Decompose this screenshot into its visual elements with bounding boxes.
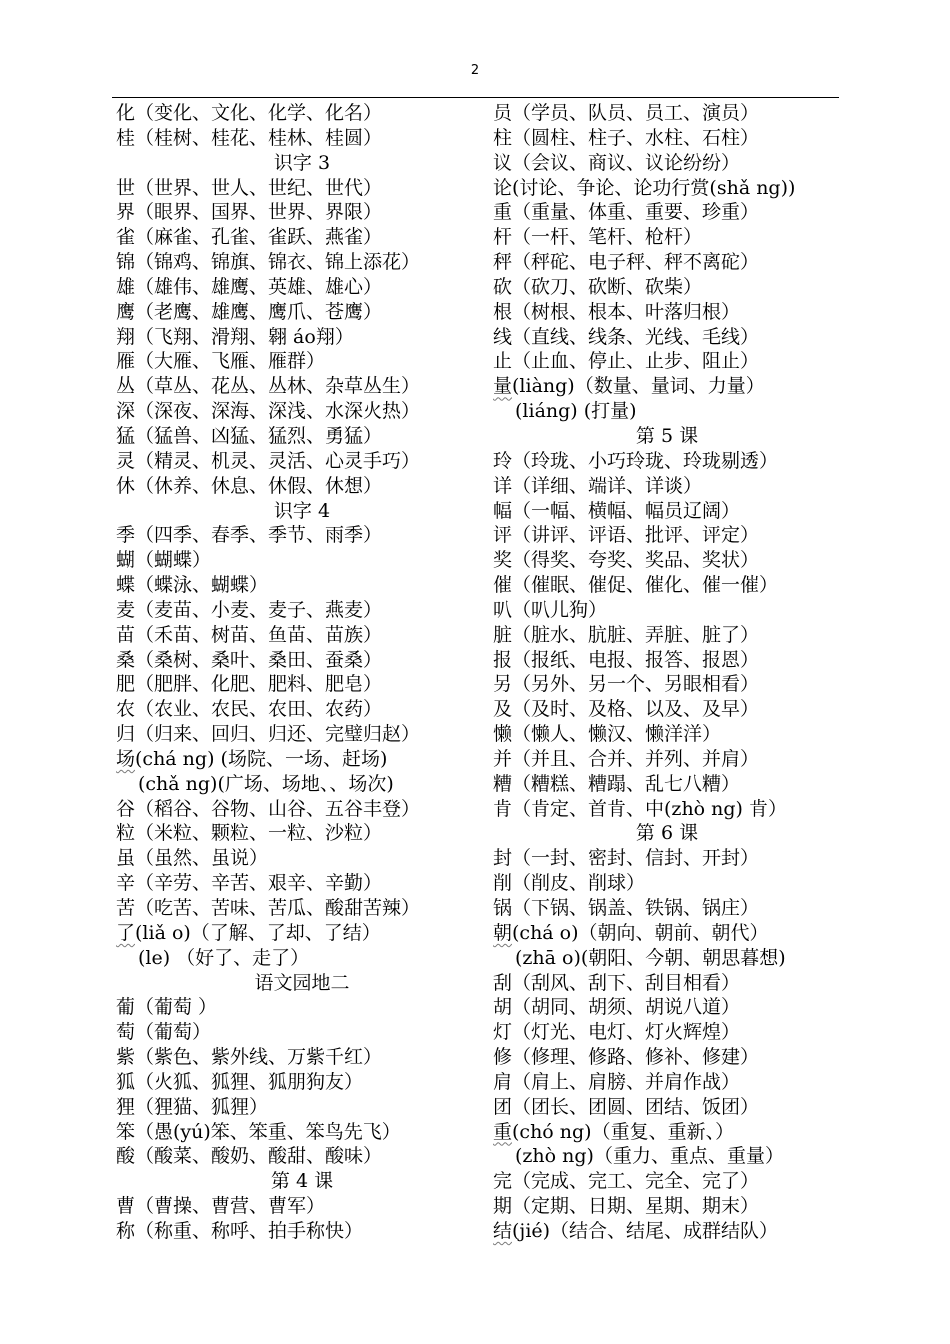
entry-character: 化 [116,102,136,124]
entry-words: （直线、线条、光线、毛线） [512,325,760,348]
entry-character: 叭 [493,598,513,621]
vocab-entry [493,349,841,374]
entry-character: 锦 [116,251,136,274]
entry-character: 结 [493,1219,513,1242]
vocab-entry [493,1219,841,1244]
entry-words: （世界、世人、世纪、世代） [135,176,383,199]
entry-character: 完 [493,1170,513,1193]
left-column [116,101,488,1244]
vocab-entry [493,871,841,896]
entry-words: （麻雀、孔雀、雀跃、燕雀） [135,226,383,249]
vocab-entry [493,1194,841,1219]
entry-character: 肯 [493,797,513,820]
entry-character: 秤 [493,251,513,274]
pronunciation-line: (liáng) (打量) [515,400,637,423]
entry-words: （吃苦、苦味、苦瓜、酸甜苦辣） [135,897,421,919]
entry-character: 及 [493,698,513,721]
entry-words: （蝴蝶） [135,549,212,572]
vocab-entry [493,573,841,598]
entry-words: （削皮、削球） [512,872,646,895]
entry-words: （狸猫、狐狸） [135,1095,269,1118]
entry-words: （会议、商议、议论纷纷） [512,151,741,174]
vocab-entry [116,225,488,250]
vocab-entry [116,821,488,846]
vocab-entry [493,200,841,225]
entry-words: （葡萄） [135,1021,212,1044]
entry-character: 苦 [116,897,136,919]
vocab-entry [116,896,488,921]
entry-character: 萄 [116,1021,136,1044]
entry-character: 狸 [116,1095,136,1118]
vocab-entry [116,672,488,697]
vocab-entry [116,126,488,151]
entry-character: 奖 [493,549,513,572]
entry-words: （辛劳、辛苦、艰辛、辛勤） [135,872,383,895]
entry-words: (jié)（结合、结尾、成群结队） [512,1219,779,1242]
entry-character: 笨 [116,1120,136,1143]
entry-character: 曹 [116,1195,136,1218]
entry-words: （树根、根本、叶落归根） [512,300,741,323]
entry-words: （称重、称呼、拍手称快） [135,1219,364,1242]
entry-words: (liàng)（数量、量词、力量） [512,375,765,398]
entry-character: 肩 [493,1070,513,1093]
entry-character: 归 [116,723,136,746]
vocab-entry [493,1120,841,1145]
entry-words: （一封、密封、信封、开封） [512,847,760,870]
vocab-entry [116,921,488,946]
vocab-entry [116,697,488,722]
vocab-entry [116,1219,488,1244]
vocab-entry [493,672,841,697]
entry-words: （及时、及格、以及、及早） [512,698,760,721]
section-heading: 识字 3 [273,151,331,174]
entry-character: 了 [116,921,136,944]
entry-words: （四季、春季、季节、雨季） [135,524,383,547]
entry-words: （圆柱、柱子、水柱、石柱） [512,126,760,149]
vocab-entry [116,1144,488,1169]
entry-character: 肥 [116,673,136,696]
page-number: 2 [470,63,480,78]
entry-words: (chó ng)（重复、重新、） [512,1120,735,1143]
vocab-entry [493,747,841,772]
vocab-entry [493,275,841,300]
vocab-entry [116,325,488,350]
section-heading: 第 4 课 [270,1170,334,1193]
entry-character: 懒 [493,723,513,746]
entry-words: （定期、日期、星期、期末） [512,1195,760,1218]
entry-words: （桑树、桑叶、桑田、蚕桑） [135,648,383,671]
entry-character: 议 [493,151,513,174]
vocab-entry [116,573,488,598]
vocab-entry [493,1169,841,1194]
entry-words: (讨论、争论、论功行赏(shǎ ng)) [512,176,796,199]
vocab-entry [116,424,488,449]
vocab-entry [116,598,488,623]
entry-character: 蝴 [116,549,136,572]
vocab-entry [116,548,488,573]
entry-words: （蝶泳、蝴蝶） [135,574,269,597]
vocab-entry [116,1070,488,1095]
entry-words: （并且、合并、并列、并肩） [512,747,760,770]
entry-character: 催 [493,574,513,597]
vocab-entry [493,797,841,822]
entry-character: 谷 [116,797,136,820]
vocab-entry [493,325,841,350]
section-heading: 第 6 课 [635,822,699,845]
entry-words: （玲珑、小巧玲珑、玲珑剔透） [512,449,779,472]
entry-character: 桑 [116,648,136,671]
vocab-entry [493,300,841,325]
vocab-entry [116,1020,488,1045]
entry-character: 修 [493,1046,513,1069]
entry-words: （酸菜、酸奶、酸甜、酸味） [135,1145,383,1168]
entry-words: （刮风、刮下、刮目相看） [512,971,741,994]
vocab-entry [493,1020,841,1045]
entry-character: 另 [493,673,513,696]
entry-words: （讲评、评语、批评、评定） [512,524,760,547]
entry-character: 粒 [116,822,136,845]
vocab-entry [493,896,841,921]
entry-words: （归来、回归、归还、完璧归赵） [135,723,421,746]
entry-character: 评 [493,524,513,547]
entry-character: 猛 [116,424,136,447]
vocab-entry [493,1095,841,1120]
entry-words: （报纸、电报、报答、报恩） [512,648,760,671]
vocab-entry [116,474,488,499]
entry-character: 玲 [493,449,513,472]
entry-words: （肯定、首肯、中(zhò ng) 肯） [512,797,788,820]
entry-words: (chá ng) (场院、一场、赶场) [135,747,388,770]
vocab-entry [116,523,488,548]
vocab-entry [493,101,841,126]
entry-words: （完成、完工、完全、完了） [512,1170,760,1193]
entry-character: 糟 [493,772,513,795]
entry-character: 重 [493,201,513,224]
section-heading: 第 5 课 [635,424,699,447]
entry-words: （糟糕、糟蹋、乱七八糟） [512,772,741,795]
vocab-entry [493,499,841,524]
entry-words: (liǎ o)（了解、了却、了结） [135,921,381,944]
vocab-entry [493,1070,841,1095]
entry-character: 酸 [116,1145,136,1168]
entry-character: 员 [493,102,513,124]
entry-words: （猛兽、凶猛、猛烈、勇猛） [135,424,383,447]
entry-character: 朝 [493,921,513,944]
entry-words: （眼界、国界、世界、界限） [135,201,383,224]
vocab-entry [116,1045,488,1070]
entry-words: （胡同、胡须、胡说八道） [512,996,741,1019]
entry-character: 杆 [493,226,513,249]
vocab-entry [116,1194,488,1219]
entry-character: 紫 [116,1046,136,1069]
vocab-entry [116,648,488,673]
entry-character: 灵 [116,449,136,472]
vocab-entry [116,1095,488,1120]
entry-words: （肩上、肩膀、并肩作战） [512,1070,741,1093]
entry-character: 锅 [493,897,513,919]
vocab-entry [116,995,488,1020]
entry-words: （麦苗、小麦、麦子、燕麦） [135,598,383,621]
entry-character: 农 [116,698,136,721]
entry-words: （飞翔、滑翔、翱 áo翔） [135,325,354,348]
entry-words: （得奖、夸奖、奖品、奖状） [512,549,760,572]
entry-words: （大雁、飞雁、雁群） [135,350,326,373]
entry-words: （团长、团圆、团结、饭团） [512,1095,760,1118]
right-column [493,101,841,1244]
entry-words: （一杆、笔杆、枪杆） [512,226,703,249]
vocab-entry [493,449,841,474]
header-rule [112,97,839,98]
entry-character: 桂 [116,126,136,149]
entry-character: 休 [116,474,136,497]
entry-character: 翔 [116,325,136,348]
section-heading: 语文园地二 [254,971,350,994]
entry-character: 称 [116,1219,136,1242]
entry-words: （桂树、桂花、桂林、桂圆） [135,126,383,149]
entry-character: 苗 [116,623,136,646]
vocab-entry [493,995,841,1020]
entry-words: （愚(yú)笨、笨重、笨鸟先飞） [135,1120,401,1143]
vocab-entry [116,275,488,300]
entry-words: （下锅、锅盖、铁锅、锅庄） [512,897,760,919]
entry-words: （紫色、紫外线、万紫千红） [135,1046,383,1069]
entry-words: （脏水、肮脏、弄脏、脏了） [512,623,760,646]
entry-words: （修理、修路、修补、修建） [512,1046,760,1069]
vocab-entry [116,871,488,896]
entry-character: 根 [493,300,513,323]
entry-words: （曹操、曹营、曹军） [135,1195,326,1218]
vocab-entry [116,399,488,424]
vocab-entry [493,126,841,151]
entry-character: 线 [493,325,513,348]
vocab-entry [493,971,841,996]
entry-character: 虽 [116,847,136,870]
entry-character: 砍 [493,275,513,298]
entry-character: 团 [493,1095,513,1118]
vocab-entry [493,722,841,747]
entry-words: （米粒、颗粒、一粒、沙粒） [135,822,383,845]
entry-words: （灯光、电灯、灯火辉煌） [512,1021,741,1044]
entry-words: （农业、农民、农田、农药） [135,698,383,721]
vocab-entry [493,523,841,548]
entry-character: 报 [493,648,513,671]
entry-words: （学员、队员、员工、演员） [512,102,760,124]
entry-character: 辛 [116,872,136,895]
vocab-entry [493,225,841,250]
vocab-entry [493,474,841,499]
entry-words: （变化、文化、化学、化名） [135,102,383,124]
entry-character: 雁 [116,350,136,373]
entry-words: （止血、停止、止步、阻止） [512,350,760,373]
entry-words: （精灵、机灵、灵活、心灵手巧） [135,449,421,472]
entry-character: 界 [116,201,136,224]
entry-character: 脏 [493,623,513,646]
entry-character: 深 [116,400,136,423]
pronunciation-line: (zhā o)(朝阳、今朝、朝思暮想) [515,946,786,969]
vocab-entry [116,747,488,772]
entry-character: 场 [116,747,136,770]
entry-character: 世 [116,176,136,199]
entry-words: （重量、体重、重要、珍重） [512,201,760,224]
entry-character: 雀 [116,226,136,249]
entry-words: （锦鸡、锦旗、锦衣、锦上添花） [135,251,421,274]
entry-character: 麦 [116,598,136,621]
entry-words: （雄伟、雄鹰、英雄、雄心） [135,275,383,298]
entry-words: （休养、休息、休假、休想） [135,474,383,497]
entry-character: 雄 [116,275,136,298]
pronunciation-line: (chǎ ng)(广场、场地、、场次) [138,772,394,795]
entry-words: （另外、另一个、另眼相看） [512,673,760,696]
entry-character: 葡 [116,996,136,1019]
vocab-entry [493,151,841,176]
entry-words: （禾苗、树苗、鱼苗、苗族） [135,623,383,646]
entry-words: （秤砣、电子秤、秤不离砣） [512,251,760,274]
entry-character: 削 [493,872,513,895]
entry-character: 丛 [116,375,136,398]
vocab-entry [493,548,841,573]
entry-words: （火狐、狐狸、狐朋狗友） [135,1070,364,1093]
vocab-entry [116,200,488,225]
entry-words: (chá o)（朝向、朝前、朝代） [512,921,769,944]
entry-character: 鹰 [116,300,136,323]
entry-character: 封 [493,847,513,870]
vocab-entry [493,697,841,722]
vocab-entry [493,772,841,797]
entry-character: 柱 [493,126,513,149]
vocab-entry [493,623,841,648]
entry-character: 幅 [493,499,513,522]
entry-words: （详细、端详、详谈） [512,474,703,497]
vocab-entry [116,176,488,201]
vocab-entry [116,300,488,325]
pronunciation-line: (zhò ng)（重力、重点、重量） [515,1145,784,1168]
entry-character: 狐 [116,1070,136,1093]
entry-words: （深夜、深海、深浅、水深火热） [135,400,421,423]
vocab-entry [116,449,488,474]
entry-words: （砍刀、砍断、砍柴） [512,275,703,298]
vocab-entry [493,374,841,399]
vocab-entry [493,1045,841,1070]
vocab-entry [493,846,841,871]
entry-words: （叭儿狗） [512,598,608,621]
entry-words: （一幅、横幅、幅员辽阔） [512,499,741,522]
vocab-entry [493,598,841,623]
entry-words: （虽然、虽说） [135,847,269,870]
entry-character: 并 [493,747,513,770]
entry-words: （草丛、花丛、丛林、杂草丛生） [135,375,421,398]
entry-words: （稻谷、谷物、山谷、五谷丰登） [135,797,421,820]
entry-character: 重 [493,1120,513,1143]
vocab-entry [116,349,488,374]
vocab-entry [493,921,841,946]
entry-character: 论 [493,176,513,199]
entry-words: （懒人、懒汉、懒洋洋） [512,723,722,746]
entry-words: （老鹰、雄鹰、鹰爪、苍鹰） [135,300,383,323]
entry-words: （催眠、催促、催化、催一催） [512,574,779,597]
entry-character: 灯 [493,1021,513,1044]
pronunciation-line: (le) （好了、走了） [138,946,310,969]
vocab-entry [493,250,841,275]
entry-character: 详 [493,474,513,497]
entry-character: 止 [493,350,513,373]
entry-words: （葡萄 ） [135,996,218,1019]
vocab-entry [116,846,488,871]
entry-character: 季 [116,524,136,547]
entry-character: 量 [493,375,513,398]
entry-character: 期 [493,1195,513,1218]
vocab-entry [116,250,488,275]
vocab-entry [493,648,841,673]
entry-words: （肥胖、化肥、肥料、肥皂） [135,673,383,696]
vocab-entry [116,101,488,126]
entry-character: 胡 [493,996,513,1019]
vocab-entry [116,1120,488,1145]
vocab-entry [116,722,488,747]
vocab-entry [116,374,488,399]
vocab-entry [116,623,488,648]
entry-character: 蝶 [116,574,136,597]
vocab-entry [493,176,841,201]
entry-character: 刮 [493,971,513,994]
section-heading: 识字 4 [273,499,331,522]
vocab-entry [116,797,488,822]
